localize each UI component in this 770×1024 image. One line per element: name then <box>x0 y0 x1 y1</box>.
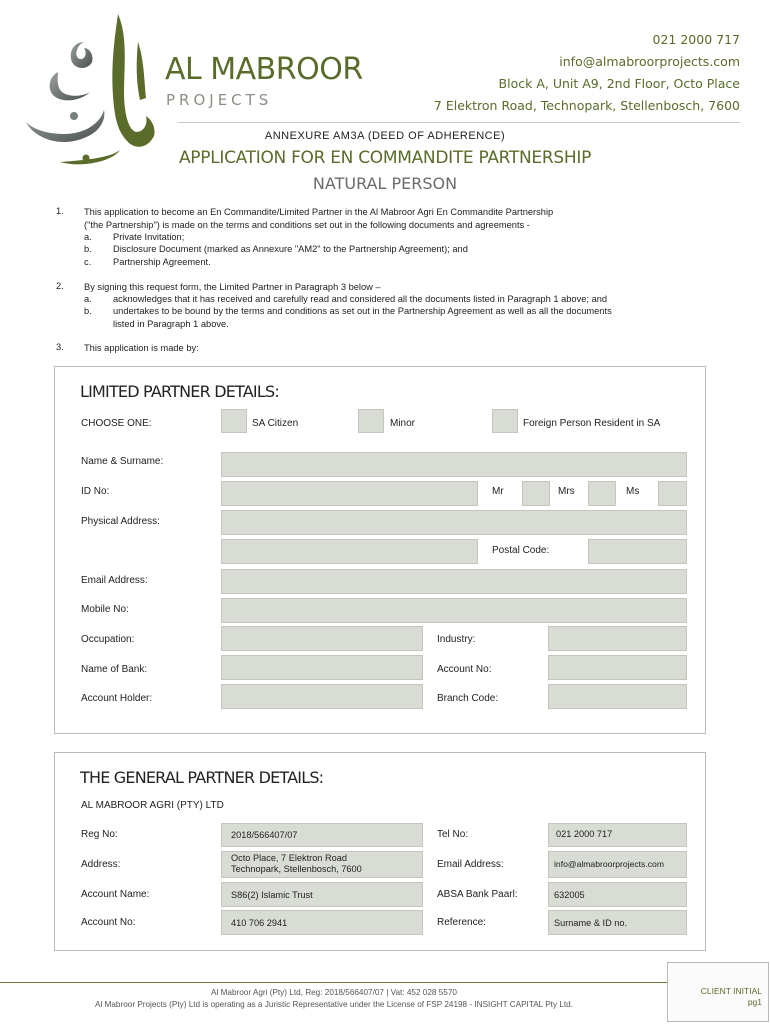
footer-line-1: Al Mabroor Agri (Pty) Ltd, Reg: 2018/566407/07 | Vat: 452 028 5570 <box>211 988 457 997</box>
sa-citizen-label: SA Citizen <box>252 418 299 429</box>
address-value-line-1: Octo Place, 7 Elektron Road <box>231 853 347 863</box>
bank-name-input[interactable] <box>221 655 423 680</box>
para-2-item-text: undertakes to be bound by the terms and conditions as set out in the Partnership Agreement as well as all the documents <box>113 306 612 316</box>
para-1-item-letter: b. <box>84 244 92 254</box>
reg-no-label: Reg No: <box>81 829 118 840</box>
para-1-item-letter: a. <box>84 232 92 242</box>
para-1-item-text: Private Invitation; <box>113 232 185 242</box>
annexure-title: ANNEXURE AM3A (DEED OF ADHERENCE) <box>264 130 506 142</box>
gp-account-no-label: Account No: <box>81 917 136 928</box>
ms-label: Ms <box>626 486 640 497</box>
para-2-item-letter: a. <box>84 294 92 304</box>
para-2-item-text: acknowledges that it has received and carefully read and considered all the documents listed in Paragraph 1 above; and <box>113 294 608 304</box>
mobile-no-label: Mobile No: <box>81 604 129 615</box>
para-3-text: This application is made by: <box>84 343 199 353</box>
tel-no-label: Tel No: <box>437 829 469 840</box>
para-1-line-2: ("the Partnership") is made on the terms and conditions set out in the following documents and agreements - <box>84 220 530 230</box>
email-address-input[interactable] <box>221 569 687 594</box>
mrs-label: Mrs <box>558 486 575 497</box>
contact-phone: 021 2000 717 <box>652 32 740 47</box>
occupation-input[interactable] <box>221 626 423 651</box>
page-number: pg1 <box>747 997 762 1007</box>
reference-label: Reference: <box>437 917 486 928</box>
account-name-label: Account Name: <box>81 889 150 900</box>
reg-no-value: 2018/566407/07 <box>231 830 298 840</box>
account-holder-input[interactable] <box>221 684 423 709</box>
industry-label: Industry: <box>437 634 476 645</box>
para-1-item-text: Partnership Agreement. <box>113 257 211 267</box>
para-2-text: By signing this request form, the Limited Partner in Paragraph 3 below – <box>84 282 381 292</box>
account-no-label: Account No: <box>437 664 492 675</box>
para-1-item-letter: c. <box>84 257 92 267</box>
mobile-no-input[interactable] <box>221 598 687 623</box>
mrs-checkbox[interactable] <box>588 481 616 506</box>
general-partner-company: AL MABROOR AGRI (PTY) LTD <box>81 800 224 811</box>
general-partner-title: THE GENERAL PARTNER DETAILS: <box>80 768 324 787</box>
contact-address-1: Block A, Unit A9, 2nd Floor, Octo Place <box>498 76 740 91</box>
foreign-resident-label: Foreign Person Resident in SA <box>523 418 661 429</box>
ms-checkbox[interactable] <box>658 481 687 506</box>
mr-label: Mr <box>492 486 504 497</box>
sa-citizen-checkbox[interactable] <box>221 409 247 433</box>
para-2-item-text: listed in Paragraph 1 above. <box>113 319 229 329</box>
minor-checkbox[interactable] <box>358 409 384 433</box>
reference-value: Surname & ID no. <box>554 918 628 928</box>
gp-email-label: Email Address: <box>437 859 504 870</box>
contact-email: info@almabroorprojects.com <box>559 54 740 69</box>
document-title: APPLICATION FOR EN COMMANDITE PARTNERSHIP <box>178 148 592 168</box>
brand-subtitle: PROJECTS <box>166 91 273 109</box>
account-name-value: S86(2) Islamic Trust <box>231 890 313 900</box>
postal-code-label: Postal Code: <box>492 545 550 556</box>
id-no-label: ID No: <box>81 486 110 497</box>
industry-input[interactable] <box>548 626 687 651</box>
branch-code-label: Branch Code: <box>437 693 499 704</box>
name-surname-label: Name & Surname: <box>81 456 164 467</box>
mr-checkbox[interactable] <box>522 481 550 506</box>
para-1-number: 1. <box>56 206 64 216</box>
postal-code-input[interactable] <box>588 539 687 564</box>
absa-bank-label: ABSA Bank Paarl: <box>437 889 518 900</box>
absa-bank-value: 632005 <box>554 890 585 900</box>
tel-no-value: 021 2000 717 <box>556 829 613 839</box>
footer-line-2: Al Mabroor Projects (Pty) Ltd is operating as a Juristic Representative under the License of FSP 24198 - INSIGHT CAPITAL Pty Ltd. <box>95 1000 573 1009</box>
foreign-resident-checkbox[interactable] <box>492 409 518 433</box>
para-1-item-text: Disclosure Document (marked as Annexure "AM2" to the Partnership Agreement); and <box>113 244 468 254</box>
contact-address-2: 7 Elektron Road, Technopark, Stellenbosch, 7600 <box>433 98 740 113</box>
id-no-input[interactable] <box>221 481 478 506</box>
address-value-line-2: Technopark, Stellenbosch, 7600 <box>231 864 362 874</box>
header-divider <box>178 122 740 123</box>
footer-divider <box>0 982 668 983</box>
client-initial-label: CLIENT INITIAL <box>700 986 762 996</box>
gp-account-no-value: 410 706 2941 <box>231 918 288 928</box>
branch-code-input[interactable] <box>548 684 687 709</box>
physical-address-label: Physical Address: <box>81 516 160 527</box>
choose-one-label: CHOOSE ONE: <box>81 418 152 429</box>
occupation-label: Occupation: <box>81 634 135 645</box>
email-address-label: Email Address: <box>81 575 148 586</box>
para-3-number: 3. <box>56 342 64 352</box>
minor-label: Minor <box>390 418 416 429</box>
brand-title: AL MABROOR <box>165 52 363 87</box>
limited-partner-title: LIMITED PARTNER DETAILS: <box>80 382 279 401</box>
physical-address-line-2-input[interactable] <box>221 539 478 564</box>
bank-name-label: Name of Bank: <box>81 664 148 675</box>
account-holder-label: Account Holder: <box>81 693 153 704</box>
name-surname-input[interactable] <box>221 452 687 477</box>
address-label: Address: <box>81 859 121 870</box>
physical-address-input[interactable] <box>221 510 687 535</box>
para-2-number: 2. <box>56 281 64 291</box>
account-no-input[interactable] <box>548 655 687 680</box>
para-2-item-letter: b. <box>84 306 92 316</box>
document-subtitle: NATURAL PERSON <box>312 174 458 193</box>
para-1-line-1: This application to become an En Commandite/Limited Partner in the Al Mabroor Agri En Commandite Partnership <box>84 207 554 217</box>
gp-email-value: info@almabroorprojects.com <box>554 859 664 869</box>
